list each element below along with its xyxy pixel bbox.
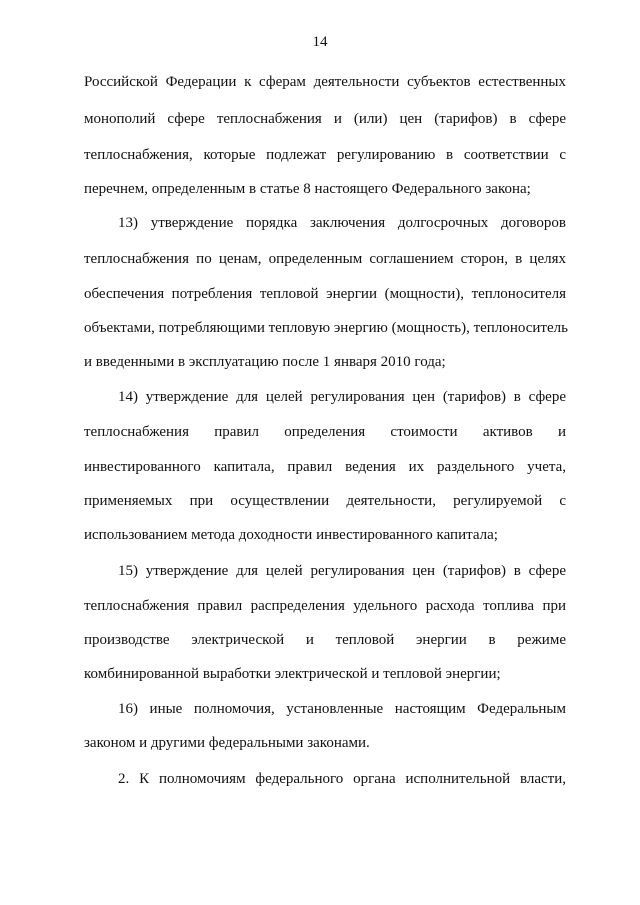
text-line: инвестированного капитала, правил ведения их раздельного учета, — [84, 459, 566, 475]
text-line: производстве электрической и тепловой энергии в режиме — [84, 632, 566, 648]
text-line: Российской Федерации к сферам деятельности субъектов естественных — [84, 74, 566, 90]
paragraph-first-line: 2. К полномочиям федерального органа исполнительной власти, — [118, 771, 566, 787]
text-line: и введенными в эксплуатацию после 1 января 2010 года; — [84, 354, 446, 370]
text-line: обеспечения потребления тепловой энергии (мощности), теплоносителя — [84, 286, 566, 302]
text-line: теплоснабжения правил распределения удельного расхода топлива при — [84, 598, 566, 614]
text-line: монополий сфере теплоснабжения и (или) цен (тарифов) в сфере — [84, 111, 566, 127]
text-line: теплоснабжения правил определения стоимости активов и — [84, 424, 566, 440]
text-line: комбинированной выработки электрической и тепловой энергии; — [84, 666, 501, 682]
page-number: 14 — [312, 34, 328, 50]
paragraph-first-line: 14) утверждение для целей регулирования цен (тарифов) в сфере — [118, 389, 566, 405]
text-line: использованием метода доходности инвестированного капитала; — [84, 527, 498, 543]
text-line: законом и другими федеральными законами. — [84, 735, 370, 751]
text-line: применяемых при осуществлении деятельности, регулируемой с — [84, 493, 566, 509]
paragraph-first-line: 15) утверждение для целей регулирования цен (тарифов) в сфере — [118, 563, 566, 579]
text-line: теплоснабжения, которые подлежат регулированию в соответствии с — [84, 147, 566, 163]
text-line: перечнем, определенным в статье 8 настоящего Федерального закона; — [84, 181, 531, 197]
text-line: теплоснабжения по ценам, определенным соглашением сторон, в целях — [84, 251, 566, 267]
text-line: объектами, потребляющими тепловую энергию (мощность), теплоноситель — [84, 320, 568, 336]
paragraph-first-line: 13) утверждение порядка заключения долгосрочных договоров — [118, 215, 566, 231]
paragraph-first-line: 16) иные полномочия, установленные настоящим Федеральным — [118, 701, 566, 717]
